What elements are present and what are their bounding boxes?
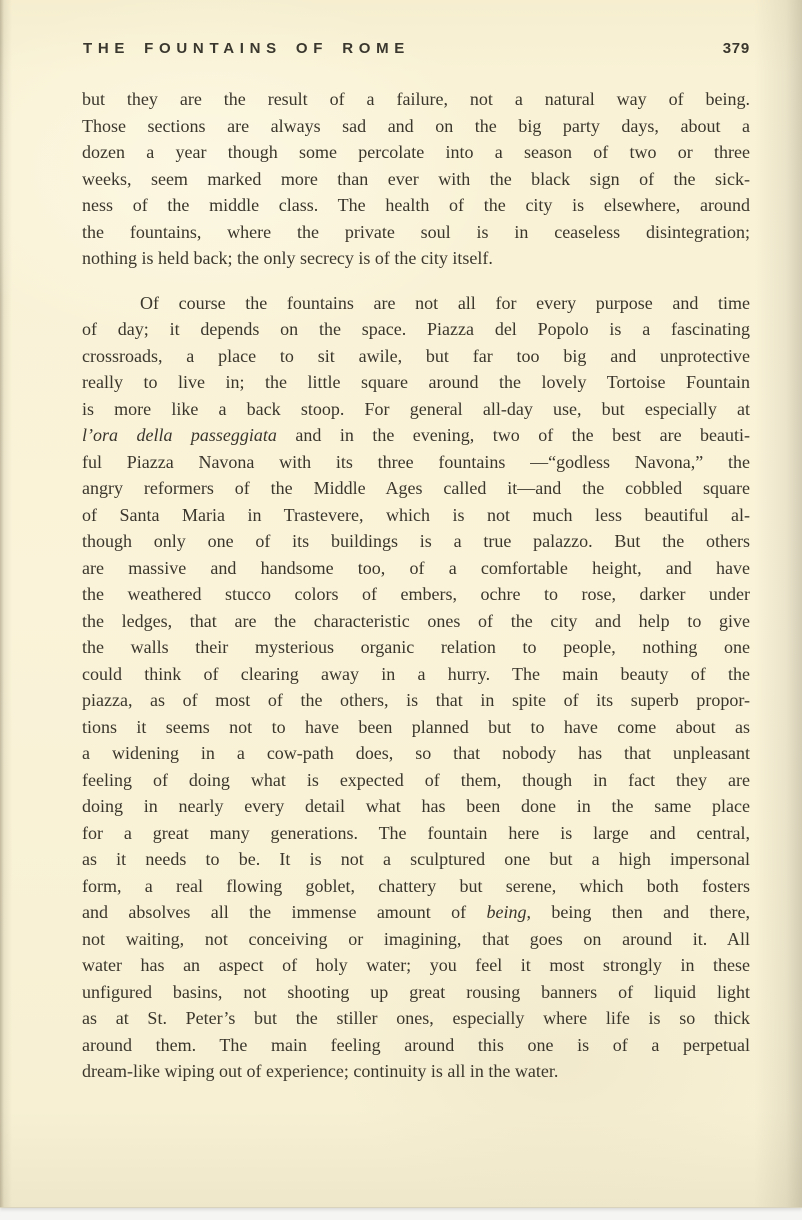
text-segment: and absolves all the immense amount of (82, 902, 487, 922)
text-line: is more like a back stoop. For general all-day use, but especially at (82, 398, 750, 419)
text-line: angry reformers of the Middle Ages called it—and the cobbled square (82, 478, 750, 498)
body-text (82, 86, 750, 1085)
text-line: really to live in; the little square around the lovely Tortoise Fountain (82, 372, 750, 392)
text-line: weeks, seem marked more than ever with the black sign of the sick- (82, 168, 750, 189)
text-line: are massive and handsome too, of a comfortable height, and have (82, 557, 750, 578)
text-line: of day; it depends on the space. Piazza del Popolo is a fascinating (82, 319, 750, 339)
text-segment: and in the evening, two of the best are beauti- (276, 425, 750, 445)
text-line: but they are the result of a failure, not a natural way of being. (82, 89, 750, 109)
italic-phrase: l’ora della passeggiata (82, 425, 277, 445)
text-line: of Santa Maria in Trastevere, which is not much less beautiful al- (82, 504, 750, 525)
text-line: feeling of doing what is expected of them, though in fact they are (82, 769, 750, 790)
text-line: form, a real flowing goblet, chattery but serene, which both fosters (82, 875, 750, 896)
text-line: as at St. Peter’s but the stiller ones, especially where life is so thick (82, 1008, 750, 1028)
text-line: nothing is held back; the only secrecy is of the city itself. (82, 248, 493, 268)
page-number: 379 (722, 40, 750, 57)
text-line: water has an aspect of holy water; you feel it most strongly in these (82, 955, 750, 975)
text-line: the ledges, that are the characteristic ones of the city and help to give (82, 610, 750, 631)
running-head-title: THE FOUNTAINS OF ROME (83, 40, 411, 57)
text-line: the weathered stucco colors of embers, ochre to rose, darker under (82, 584, 750, 604)
paragraph-first (82, 86, 750, 272)
text-segment: , being then and there, (526, 902, 750, 922)
text-line: as it needs to be. It is not a sculptured one but a high impersonal (82, 849, 750, 869)
text-line: Of course the fountains are not all for every purpose and time (140, 292, 750, 313)
text-line: piazza, as of most of the others, is that in spite of its superb propor- (82, 690, 750, 710)
text-line: Those sections are always sad and on the big party days, about a (82, 115, 750, 136)
text-line: doing in nearly every detail what has been done in the same place (82, 796, 750, 816)
text-line (82, 899, 750, 926)
text-line: though only one of its buildings is a true palazzo. But the others (82, 531, 750, 551)
text-line: the fountains, where the private soul is in ceaseless disintegration; (82, 221, 750, 242)
text-line: could think of clearing away in a hurry. The main beauty of the (82, 663, 750, 684)
text-line: dream-like wiping out of experience; continuity is all in the water. (82, 1061, 559, 1081)
text-line (82, 422, 750, 449)
text-line: unfigured basins, not shooting up great rousing banners of liquid light (82, 981, 750, 1002)
text-line: the walls their mysterious organic relation to people, nothing one (82, 637, 750, 657)
text-line: a widening in a cow-path does, so that nobody has that unpleasant (82, 743, 750, 763)
text-line: ful Piazza Navona with its three fountains —“godless Navona,” the (82, 451, 750, 472)
running-header (83, 40, 750, 57)
text-line: tions it seems not to have been planned but to have come about as (82, 716, 750, 737)
text-line: ness of the middle class. The health of the city is elsewhere, around (82, 195, 750, 215)
italic-phrase: being (486, 902, 527, 922)
text-line: dozen a year though some percolate into a season of two or three (82, 142, 750, 162)
text-line: for a great many generations. The fountain here is large and central, (82, 822, 750, 843)
paragraph-second (82, 290, 750, 1085)
text-line: not waiting, not conceiving or imagining, that goes on around it. All (82, 928, 750, 949)
text-line: crossroads, a place to sit awile, but far too big and unprotective (82, 345, 750, 366)
text-line: around them. The main feeling around this one is of a perpetual (82, 1034, 750, 1055)
